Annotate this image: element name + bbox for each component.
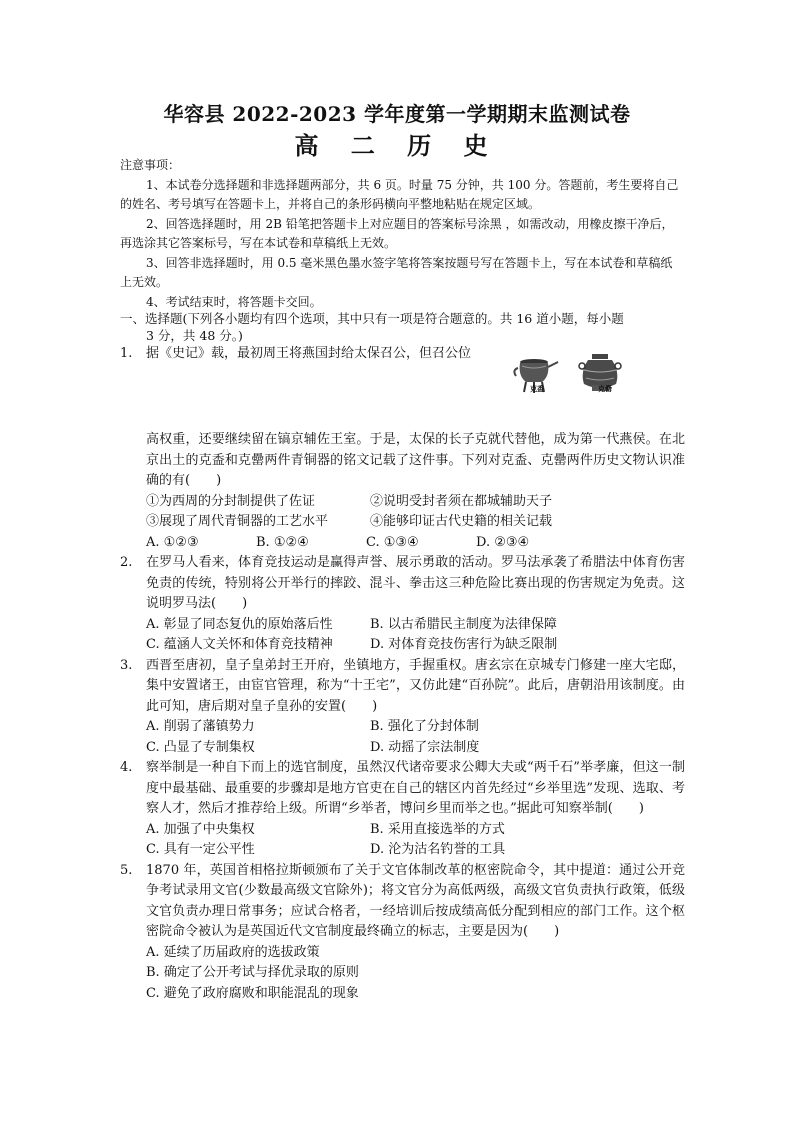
option-list — [146, 820, 685, 861]
option-a: A. 延续了历届政府的选拔政策 — [146, 944, 320, 960]
note-item: 1、本试卷分选择题和非选择题两部分，共 6 页。时量 75 分钟，共 100 分。答题前，考生要将自己的姓名、考号填写在答题卡上，并将自己的条形码横向平整地粘贴在规定区域。 — [120, 177, 679, 211]
statement-item: ④能够印证古代史籍的相关记载 — [370, 514, 553, 529]
option-c: C. 具有一定公平性 — [146, 842, 255, 857]
note-item: 3、回答非选择题时，用 0.5 毫米黑色墨水签字笔将答案按题号写在答题卡上，写在本试卷和草稿纸上无效。 — [120, 255, 673, 289]
question-number: 3. — [120, 657, 133, 673]
statement-item: ③展现了周代青铜器的工艺水平 — [146, 514, 329, 529]
option-d: D. 沦为沽名钓誉的工具 — [370, 842, 506, 857]
option-b: B. 确定了公开考试与择优录取的原则 — [146, 965, 359, 980]
section-line: 一、选择题(下列各小题均有四个选项，其中只有一项是符合题意的。共 16 道小题，每小题 — [120, 311, 624, 326]
question-stem: 1870 年，英国首相格拉斯顿颁布了关于文官体制改革的枢密院命令，其中提道：通过公开竞争考试录用文官(少数最高级文官除外)；将文官分为高低两级，高级文官负责执行政策，低级文官负责办理日常事务；应试合格者，一经培训后按成绩高低分配到相应的部门工作。这个枢密院命令被认为是英国近代文官制度最终确立的标志，主要是因为( ) — [146, 862, 685, 939]
notes-heading: 注意事项： — [120, 158, 181, 172]
exam-subject: 高 二 历 史 — [294, 131, 500, 160]
option-list — [146, 717, 685, 758]
question-2 — [120, 553, 685, 656]
option-b: B. ①②④ — [256, 534, 309, 550]
exam-title: 华容县 2022-2023 学年度第一学期期末监测试卷 — [163, 102, 631, 126]
statement-list — [146, 492, 685, 533]
note-item: 4、考试结束时，将答题卡交回。 — [146, 294, 322, 309]
notes-block — [120, 156, 680, 312]
option-list — [146, 533, 685, 554]
question-4 — [120, 758, 685, 861]
note-item: 2、回答选择题时，用 2B 铅笔把答题卡上对应题目的答案标号涂黑 ，如需改动，用橡皮擦干净后，再选涂其它答案标号，写在本试卷和草稿纸上无效。 — [120, 216, 674, 250]
option-d: D. ②③④ — [476, 534, 530, 550]
question-stem: 在罗马人看来，体育竞技运动是赢得声誉、展示勇敢的活动。罗马法承袭了希腊法中体育伤害免责的传统，特别将公开举行的摔跤、混斗、拳击这三种危险比赛出现的伤害规定为免责。这说明罗马法( ) — [146, 555, 685, 611]
option-list — [146, 615, 685, 656]
option-c: C. 避免了政府腐败和职能混乱的现象 — [146, 985, 359, 1001]
option-c: C. 蕴涵人文关怀和体育竞技精神 — [146, 637, 333, 652]
question-1 — [120, 344, 685, 553]
question-stem: 高权重，还要继续留在镐京辅佐王室。于是，太保的长子克就代替他，成为第一代燕侯。在北京出土的克盉和克罍两件青铜器的铭文记载了这件事。下列对克盉、克罍两件历史文物认识准确的有( ) — [146, 432, 685, 488]
option-list — [146, 943, 685, 1005]
statement-item: ②说明受封者须在都城辅助天子 — [370, 493, 553, 509]
question-number: 2. — [120, 555, 133, 570]
question-number: 5. — [120, 862, 133, 878]
option-a: A. 彰显了同态复仇的原始落后性 — [146, 616, 333, 632]
option-d: D. 对体育竞技伤害行为缺乏限制 — [370, 637, 558, 652]
option-a: A. ①②③ — [146, 534, 199, 550]
option-c: C. ①③④ — [366, 534, 419, 550]
question-stem: 西晋至唐初，皇子皇弟封王开府，坐镇地方，手握重权。唐玄宗在京城专门修建一座大宅邸，集中安置诸王，由宦官管理，称为“十王宅”，又仿此建“百孙院”。此后，唐朝沿用该制度。由此可知，唐后期对皇子皇孙的安置( ) — [146, 657, 685, 714]
option-c: C. 凸显了专制集权 — [146, 739, 255, 755]
option-b: B. 以古希腊民主制度为法律保障 — [370, 616, 557, 632]
option-a: A. 加强了中央集权 — [146, 821, 255, 837]
option-a: A. 削弱了藩镇势力 — [146, 719, 255, 734]
question-intro: 据《史记》载，最初周王将燕国封给太保召公，但召公位 — [146, 346, 472, 361]
question-number: 1. — [120, 346, 133, 361]
option-b: B. 强化了分封体制 — [370, 719, 479, 734]
questions-list — [120, 344, 685, 1004]
option-d: D. 动摇了宗法制度 — [370, 739, 480, 755]
section-heading — [120, 310, 682, 344]
option-b: B. 采用直接选举的方式 — [370, 821, 505, 837]
vessel-label: 克盉 — [530, 384, 544, 393]
question-3 — [120, 656, 685, 759]
question-stem: 察举制是一种自下而上的选官制度，虽然汉代诸帝要求公卿大夫或“两千石”举孝廉，但这一制度中最基础、最重要的步骤却是地方官吏在自己的辖区内首先经过“乡举里选”发现、选取、考察人才，然后才推荐给上级。所谓“乡举者，博问乡里而举之也。”据此可知察举制( ) — [146, 760, 685, 816]
statement-item: ①为西周的分封制提供了佐证 — [146, 493, 316, 509]
section-line: 3 分，共 48 分。) — [146, 328, 243, 343]
question-5 — [120, 861, 685, 1005]
question-number: 4. — [120, 760, 133, 775]
vessel-label: 克罍 — [598, 384, 612, 393]
